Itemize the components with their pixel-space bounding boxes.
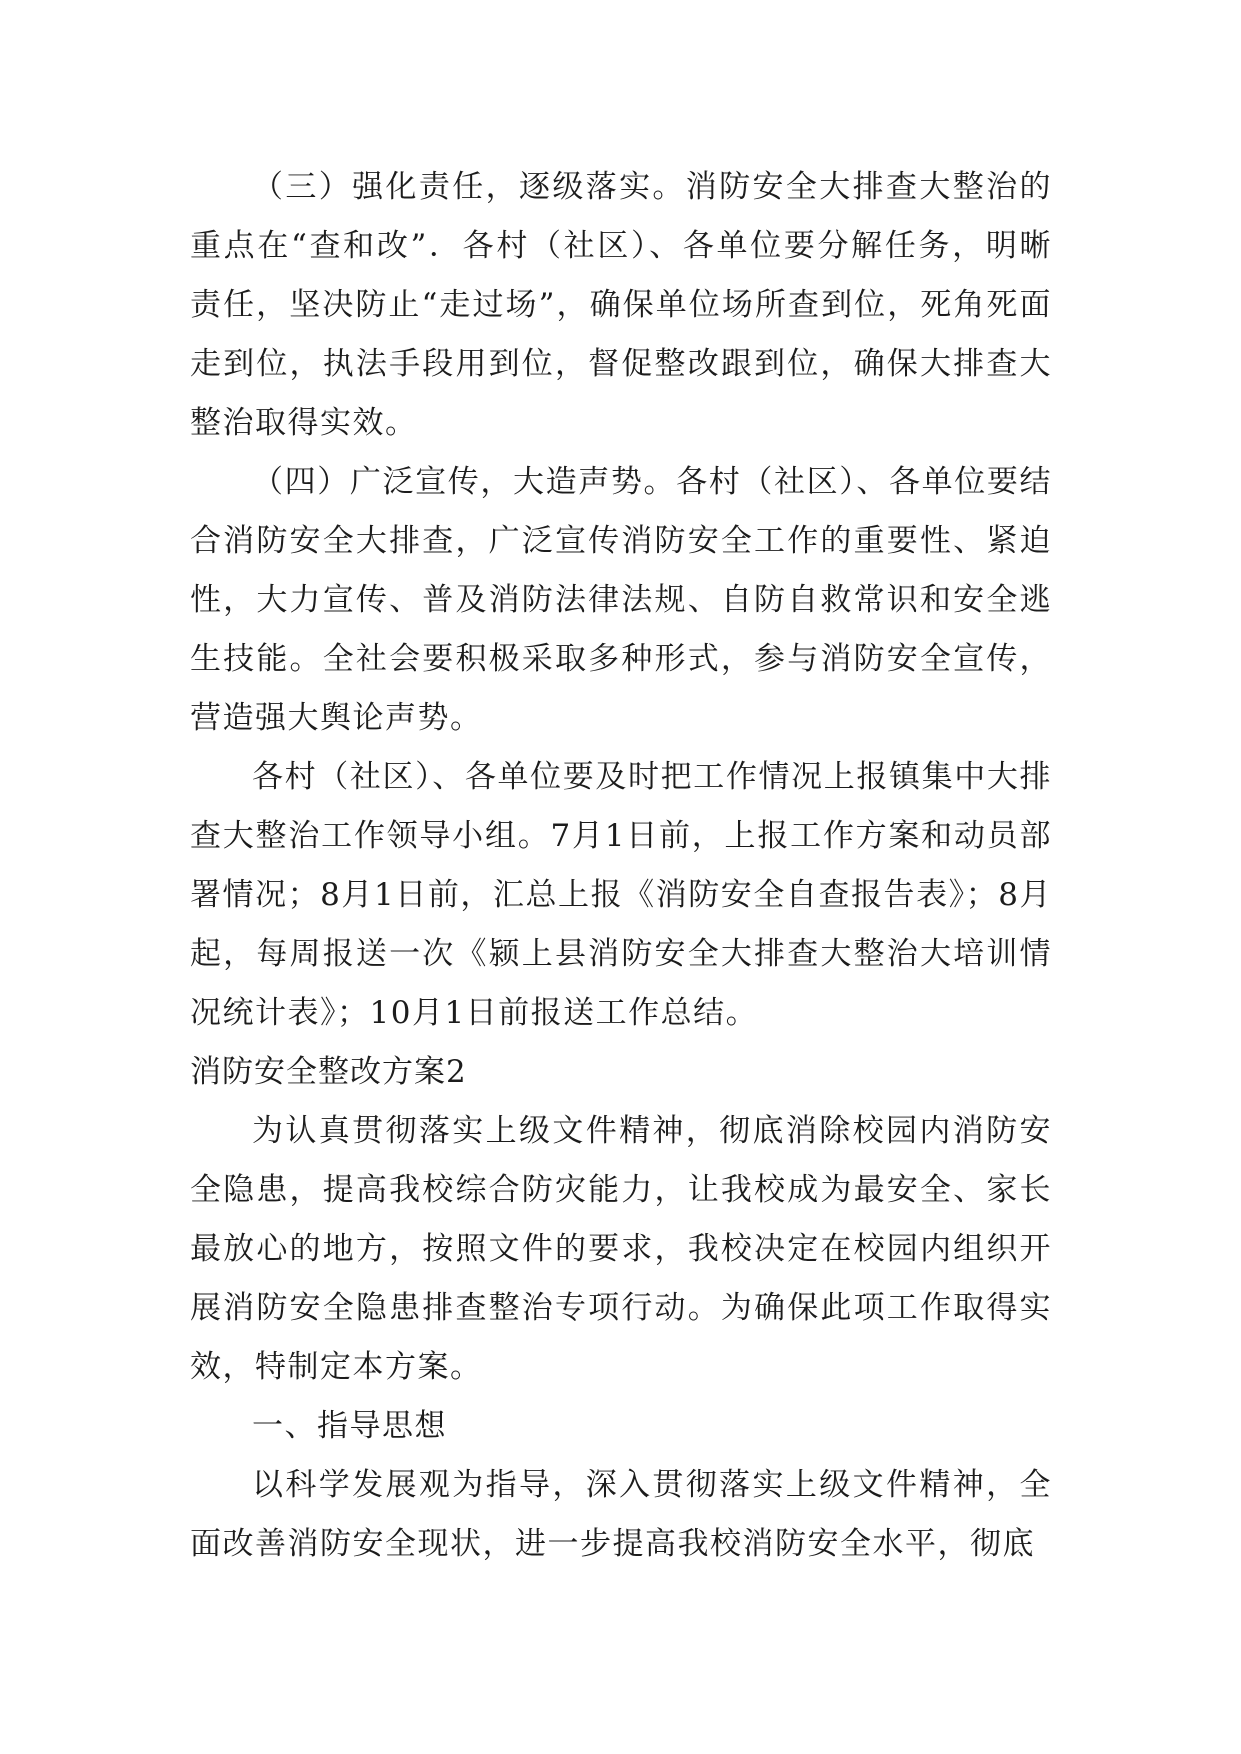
paragraph-reporting: 各村（社区）、各单位要及时把工作情况上报镇集中大排查大整治工作领导小组。7月1日前，上报工作方案和动员部署情况；8月1日前，汇总上报《消防安全自查报告表》；8月起，每周报送一次《颍上县消防安全大排查大整治大培训情况统计表》；10月1日前报送工作总结。 bbox=[190, 759, 1052, 1031]
paragraph-publicity: （四）广泛宣传，大造声势。各村（社区）、各单位要结合消防安全大排查，广泛宣传消防安全工作的重要性、紧迫性，大力宣传、普及消防法律法规、自防自救常识和安全逃生技能。全社会要积极采取多种形式，参与消防安全宣传，营造强大舆论声势。 bbox=[190, 464, 1052, 736]
heading-guiding-ideology: 一、指导思想 bbox=[252, 1408, 447, 1444]
paragraph-strengthen-responsibility: （三）强化责任，逐级落实。消防安全大排查大整治的重点在“查和改”．各村（社区）、各单位要分解任务，明晰责任，坚决防止“走过场”，确保单位场所查到位，死角死面走到位，执法手段用到位，督促整改跟到位，确保大排查大整治取得实效。 bbox=[190, 169, 1052, 441]
section-title: 消防安全整改方案2 bbox=[190, 1054, 467, 1090]
document-body bbox=[190, 158, 1052, 1574]
paragraph-introduction: 为认真贯彻落实上级文件精神，彻底消除校园内消防安全隐患，提高我校综合防灾能力，让我校成为最安全、家长最放心的地方，按照文件的要求，我校决定在校园内组织开展消防安全隐患排查整治专项行动。为确保此项工作取得实效，特制定本方案。 bbox=[190, 1113, 1052, 1385]
paragraph-guiding-ideology: 以科学发展观为指导，深入贯彻落实上级文件精神，全面改善消防安全现状，进一步提高我校消防安全水平，彻底 bbox=[190, 1467, 1052, 1562]
